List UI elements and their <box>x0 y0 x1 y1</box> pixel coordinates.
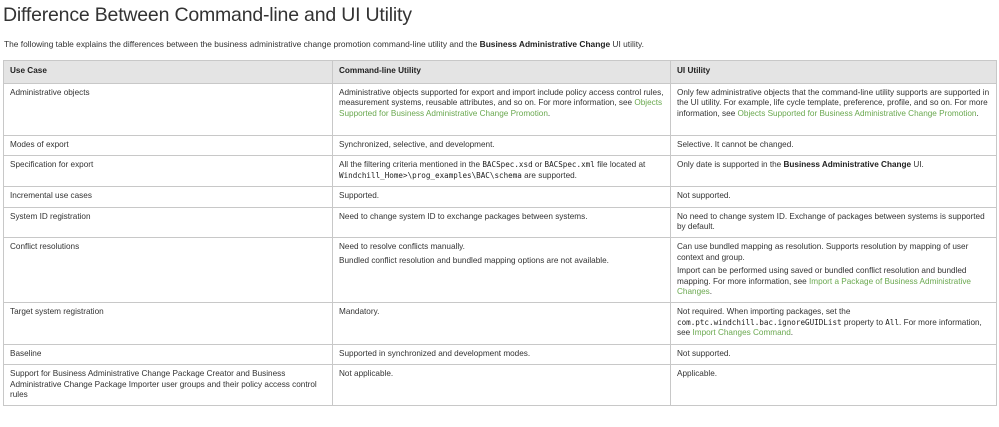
cell-text: All the filtering criteria mentioned in the <box>339 160 483 170</box>
intro-paragraph <box>4 38 999 50</box>
cell-text: . <box>547 108 551 118</box>
cell-text: Only few administrative objects that the command-line utility supports are supported in the UI utility. For example, life cycle template, preference, profile, and so on. For more information, see <box>677 88 990 118</box>
cell-text: UI. <box>911 160 924 170</box>
use-case-cell: Specification for export <box>4 156 333 187</box>
table-row <box>4 207 997 238</box>
use-case-cell: Conflict resolutions <box>4 238 333 303</box>
use-case-cell: Incremental use cases <box>4 187 333 207</box>
intro-text-end: UI utility. <box>610 39 644 49</box>
ui-cell <box>671 238 997 303</box>
cell-bold: Business Administrative Change <box>783 160 912 170</box>
use-case-cell: Administrative objects <box>4 84 333 136</box>
ui-cell: Not supported. <box>671 187 997 207</box>
table-row <box>4 344 997 364</box>
cell-text: Need to resolve conflicts manually. <box>339 242 465 252</box>
cell-paragraph <box>677 266 990 297</box>
code-schema-path: Windchill_Home>\prog_examples\BAC\schema <box>339 170 522 180</box>
objects-supported-link[interactable]: Objects Supported for Business Administrative Change Promotion <box>339 98 663 118</box>
header-ui-utility: UI Utility <box>671 61 997 84</box>
cli-cell: Need to change system ID to exchange packages between systems. <box>333 207 671 238</box>
use-case-cell: Baseline <box>4 344 333 364</box>
table-header-row <box>4 61 997 84</box>
table-row <box>4 303 997 344</box>
use-case-cell: System ID registration <box>4 207 333 238</box>
cli-cell: Not applicable. <box>333 365 671 406</box>
cell-text: . For more information, see <box>677 317 982 338</box>
ui-cell <box>671 156 997 187</box>
table-row <box>4 84 997 136</box>
header-command-line-utility: Command-line Utility <box>333 61 671 84</box>
table-row <box>4 187 997 207</box>
use-case-cell: Modes of export <box>4 136 333 156</box>
use-case-cell: Target system registration <box>4 303 333 344</box>
cell-text: are supported. <box>521 170 577 180</box>
use-case-cell: Support for Business Administrative Change Package Creator and Business Administrative Change Package Importer user groups and their policy access control rules <box>4 365 333 406</box>
ui-cell <box>671 303 997 344</box>
import-changes-command-link[interactable]: Import Changes Command <box>692 328 791 338</box>
comparison-table <box>3 60 997 406</box>
ui-cell: No need to change system ID. Exchange of packages between systems is supported by default. <box>671 207 997 238</box>
cli-cell <box>333 84 671 136</box>
cell-text: . <box>790 328 794 338</box>
page-title: Difference Between Command-line and UI Utility <box>3 4 412 26</box>
ui-cell: Applicable. <box>671 365 997 406</box>
code-all: All <box>885 317 900 327</box>
cell-text: file located at <box>594 160 646 170</box>
cell-text: Not required. When importing packages, set the <box>677 307 851 317</box>
cell-text: Import can be performed using saved or bundled conflict resolution and bundled mapping. For more information, see <box>677 266 967 286</box>
table-row <box>4 156 997 187</box>
cli-cell: Supported in synchronized and development modes. <box>333 344 671 364</box>
code-bacspec-xsd: BACSpec.xsd <box>482 160 533 170</box>
table-row <box>4 136 997 156</box>
cli-cell <box>333 238 671 303</box>
code-ignore-guid-list: com.ptc.windchill.bac.ignoreGUIDList <box>677 317 842 327</box>
cell-text: or <box>532 160 545 170</box>
objects-supported-link[interactable]: Objects Supported for Business Administrative Change Promotion <box>737 108 977 118</box>
ui-cell <box>671 84 997 136</box>
header-use-case: Use Case <box>4 61 333 84</box>
cell-text: Bundled conflict resolution and bundled mapping options are not available. <box>339 255 609 265</box>
cell-text: . <box>976 108 979 118</box>
cell-text: Administrative objects supported for export and import include policy access control rules, measurement systems, reusable attributes, and so on. For more information, see <box>339 88 664 108</box>
cell-text: . <box>709 287 713 297</box>
cli-cell: Supported. <box>333 187 671 207</box>
cell-text: Can use bundled mapping as resolution. Supports resolution by mapping of user context and group. <box>677 242 969 262</box>
table-row <box>4 238 997 303</box>
import-package-link[interactable]: Import a Package of Business Administrative Changes <box>677 276 971 297</box>
cli-cell <box>333 156 671 187</box>
cell-text: property to <box>841 317 886 327</box>
intro-bold: Business Administrative Change <box>479 39 611 49</box>
cli-cell: Synchronized, selective, and development. <box>333 136 671 156</box>
table-row <box>4 365 997 406</box>
ui-cell: Selective. It cannot be changed. <box>671 136 997 156</box>
intro-text: The following table explains the differences between the business administrative change promotion command-line utility and the <box>4 39 480 49</box>
cli-cell: Mandatory. <box>333 303 671 344</box>
cell-text: Only date is supported in the <box>677 160 784 170</box>
ui-cell: Not supported. <box>671 344 997 364</box>
code-bacspec-xml: BACSpec.xml <box>544 160 595 170</box>
